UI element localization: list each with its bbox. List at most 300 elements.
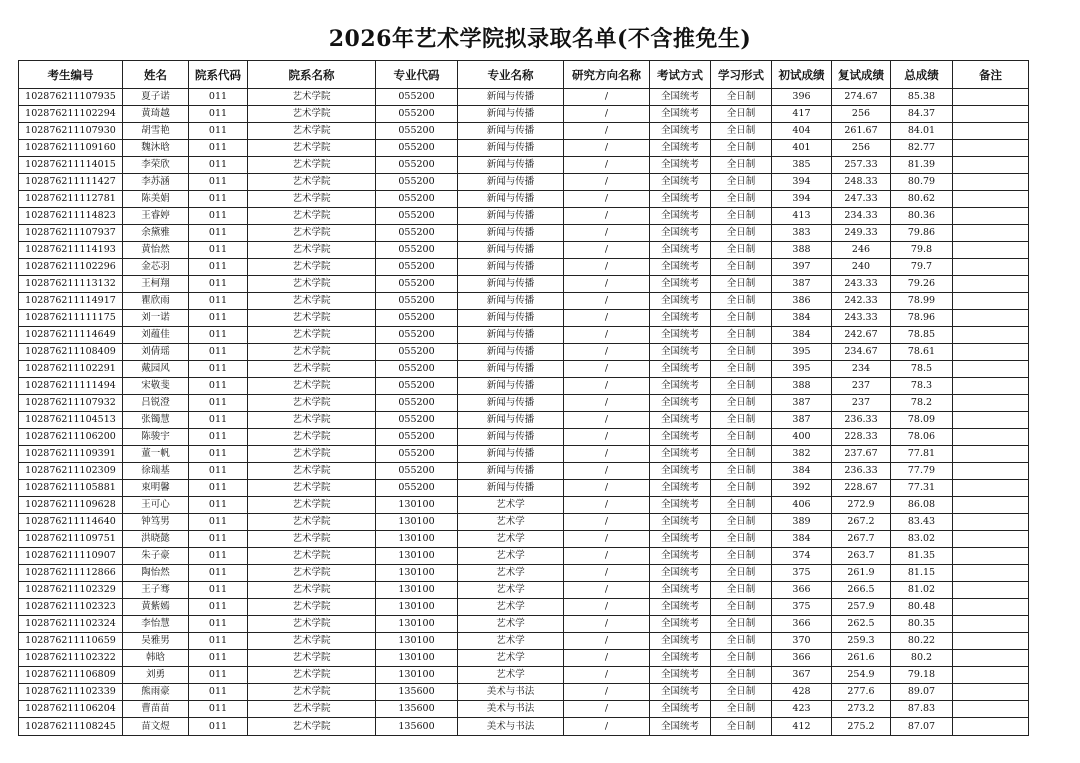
research-direction-cell: /	[564, 395, 650, 412]
research-direction-cell: /	[564, 140, 650, 157]
dept-name-cell: 艺术学院	[248, 89, 376, 106]
dept-code-cell: 011	[189, 259, 248, 276]
total-score-cell: 78.06	[891, 429, 953, 446]
dept-name-cell: 艺术学院	[248, 327, 376, 344]
dept-name-cell: 艺术学院	[248, 565, 376, 582]
candidate-id-cell: 102876211109628	[19, 497, 123, 514]
retest-score-cell: 274.67	[832, 89, 891, 106]
exam-mode-cell: 全国统考	[650, 191, 711, 208]
remarks-cell	[953, 429, 1029, 446]
major-code-cell: 130100	[376, 548, 458, 565]
total-score-cell: 78.61	[891, 344, 953, 361]
prelim-score-cell: 375	[772, 599, 832, 616]
prelim-score-cell: 382	[772, 446, 832, 463]
retest-score-cell: 256	[832, 106, 891, 123]
prelim-score-cell: 388	[772, 242, 832, 259]
remarks-cell	[953, 259, 1029, 276]
candidate-id-cell: 102876211107930	[19, 123, 123, 140]
column-header: 姓名	[123, 61, 189, 89]
exam-mode-cell: 全国统考	[650, 225, 711, 242]
table-row	[19, 718, 1029, 736]
dept-name-cell: 艺术学院	[248, 259, 376, 276]
exam-mode-cell: 全国统考	[650, 548, 711, 565]
remarks-cell	[953, 633, 1029, 650]
dept-code-cell: 011	[189, 89, 248, 106]
candidate-id-cell: 102876211110659	[19, 633, 123, 650]
total-score-cell: 77.79	[891, 463, 953, 480]
name-cell: 夏子诺	[123, 89, 189, 106]
research-direction-cell: /	[564, 650, 650, 667]
research-direction-cell: /	[564, 633, 650, 650]
dept-code-cell: 011	[189, 106, 248, 123]
research-direction-cell: /	[564, 89, 650, 106]
study-mode-cell: 全日制	[711, 667, 772, 684]
prelim-score-cell: 386	[772, 293, 832, 310]
major-name-cell: 新闻与传播	[458, 412, 564, 429]
table-row	[19, 344, 1029, 361]
prelim-score-cell: 417	[772, 106, 832, 123]
prelim-score-cell: 387	[772, 395, 832, 412]
dept-code-cell: 011	[189, 463, 248, 480]
dept-code-cell: 011	[189, 701, 248, 718]
retest-score-cell: 234	[832, 361, 891, 378]
total-score-cell: 78.2	[891, 395, 953, 412]
retest-score-cell: 257.9	[832, 599, 891, 616]
exam-mode-cell: 全国统考	[650, 89, 711, 106]
retest-score-cell: 254.9	[832, 667, 891, 684]
name-cell: 黄紫嫣	[123, 599, 189, 616]
dept-name-cell: 艺术学院	[248, 140, 376, 157]
exam-mode-cell: 全国统考	[650, 497, 711, 514]
study-mode-cell: 全日制	[711, 123, 772, 140]
dept-code-cell: 011	[189, 310, 248, 327]
research-direction-cell: /	[564, 599, 650, 616]
major-name-cell: 新闻与传播	[458, 463, 564, 480]
prelim-score-cell: 400	[772, 429, 832, 446]
total-score-cell: 80.36	[891, 208, 953, 225]
research-direction-cell: /	[564, 225, 650, 242]
major-name-cell: 新闻与传播	[458, 361, 564, 378]
retest-score-cell: 261.67	[832, 123, 891, 140]
total-score-cell: 84.01	[891, 123, 953, 140]
remarks-cell	[953, 395, 1029, 412]
major-name-cell: 新闻与传播	[458, 480, 564, 497]
prelim-score-cell: 413	[772, 208, 832, 225]
major-name-cell: 艺术学	[458, 650, 564, 667]
retest-score-cell: 272.9	[832, 497, 891, 514]
dept-name-cell: 艺术学院	[248, 344, 376, 361]
name-cell: 余黛雅	[123, 225, 189, 242]
remarks-cell	[953, 208, 1029, 225]
exam-mode-cell: 全国统考	[650, 514, 711, 531]
column-header: 考生编号	[19, 61, 123, 89]
table-row	[19, 378, 1029, 395]
total-score-cell: 80.62	[891, 191, 953, 208]
prelim-score-cell: 384	[772, 463, 832, 480]
name-cell: 洪晓懿	[123, 531, 189, 548]
dept-code-cell: 011	[189, 378, 248, 395]
dept-code-cell: 011	[189, 276, 248, 293]
major-name-cell: 艺术学	[458, 667, 564, 684]
research-direction-cell: /	[564, 684, 650, 701]
research-direction-cell: /	[564, 106, 650, 123]
dept-code-cell: 011	[189, 718, 248, 736]
table-row	[19, 616, 1029, 633]
table-row	[19, 293, 1029, 310]
name-cell: 刘一诺	[123, 310, 189, 327]
major-name-cell: 艺术学	[458, 565, 564, 582]
dept-name-cell: 艺术学院	[248, 684, 376, 701]
dept-code-cell: 011	[189, 684, 248, 701]
dept-code-cell: 011	[189, 650, 248, 667]
candidate-id-cell: 102876211107932	[19, 395, 123, 412]
major-code-cell: 055200	[376, 208, 458, 225]
major-name-cell: 新闻与传播	[458, 89, 564, 106]
study-mode-cell: 全日制	[711, 684, 772, 701]
remarks-cell	[953, 565, 1029, 582]
candidate-id-cell: 102876211102309	[19, 463, 123, 480]
research-direction-cell: /	[564, 616, 650, 633]
retest-score-cell: 273.2	[832, 701, 891, 718]
table-row	[19, 123, 1029, 140]
remarks-cell	[953, 106, 1029, 123]
remarks-cell	[953, 378, 1029, 395]
page-title: 2026年艺术学院拟录取名单(不含推免生)	[328, 26, 752, 52]
research-direction-cell: /	[564, 174, 650, 191]
name-cell: 王睿婷	[123, 208, 189, 225]
table-row	[19, 633, 1029, 650]
candidate-id-cell: 102876211106809	[19, 667, 123, 684]
exam-mode-cell: 全国统考	[650, 718, 711, 736]
table-row	[19, 208, 1029, 225]
prelim-score-cell: 383	[772, 225, 832, 242]
prelim-score-cell: 389	[772, 514, 832, 531]
dept-code-cell: 011	[189, 293, 248, 310]
retest-score-cell: 257.33	[832, 157, 891, 174]
retest-score-cell: 262.5	[832, 616, 891, 633]
remarks-cell	[953, 310, 1029, 327]
major-code-cell: 130100	[376, 531, 458, 548]
major-name-cell: 新闻与传播	[458, 395, 564, 412]
dept-name-cell: 艺术学院	[248, 157, 376, 174]
candidate-id-cell: 102876211108245	[19, 718, 123, 736]
study-mode-cell: 全日制	[711, 480, 772, 497]
major-code-cell: 055200	[376, 276, 458, 293]
candidate-id-cell: 102876211106204	[19, 701, 123, 718]
remarks-cell	[953, 174, 1029, 191]
exam-mode-cell: 全国统考	[650, 310, 711, 327]
prelim-score-cell: 385	[772, 157, 832, 174]
prelim-score-cell: 406	[772, 497, 832, 514]
name-cell: 董一帆	[123, 446, 189, 463]
name-cell: 魏沐晗	[123, 140, 189, 157]
total-score-cell: 82.77	[891, 140, 953, 157]
exam-mode-cell: 全国统考	[650, 242, 711, 259]
prelim-score-cell: 366	[772, 616, 832, 633]
prelim-score-cell: 396	[772, 89, 832, 106]
column-header: 专业名称	[458, 61, 564, 89]
table-row	[19, 140, 1029, 157]
retest-score-cell: 246	[832, 242, 891, 259]
research-direction-cell: /	[564, 480, 650, 497]
prelim-score-cell: 392	[772, 480, 832, 497]
candidate-id-cell: 102876211110907	[19, 548, 123, 565]
study-mode-cell: 全日制	[711, 225, 772, 242]
exam-mode-cell: 全国统考	[650, 327, 711, 344]
dept-name-cell: 艺术学院	[248, 191, 376, 208]
major-code-cell: 135600	[376, 718, 458, 736]
retest-score-cell: 228.67	[832, 480, 891, 497]
major-code-cell: 130100	[376, 497, 458, 514]
exam-mode-cell: 全国统考	[650, 633, 711, 650]
research-direction-cell: /	[564, 565, 650, 582]
research-direction-cell: /	[564, 293, 650, 310]
candidate-id-cell: 102876211114640	[19, 514, 123, 531]
total-score-cell: 77.81	[891, 446, 953, 463]
major-code-cell: 055200	[376, 310, 458, 327]
major-name-cell: 新闻与传播	[458, 310, 564, 327]
prelim-score-cell: 428	[772, 684, 832, 701]
total-score-cell: 87.83	[891, 701, 953, 718]
column-header: 考试方式	[650, 61, 711, 89]
study-mode-cell: 全日制	[711, 718, 772, 736]
table-row	[19, 361, 1029, 378]
table-row	[19, 548, 1029, 565]
research-direction-cell: /	[564, 361, 650, 378]
table-row	[19, 395, 1029, 412]
total-score-cell: 80.35	[891, 616, 953, 633]
table-row	[19, 310, 1029, 327]
dept-code-cell: 011	[189, 548, 248, 565]
name-cell: 曹苗苗	[123, 701, 189, 718]
name-cell: 刘倩瑶	[123, 344, 189, 361]
candidate-id-cell: 102876211102296	[19, 259, 123, 276]
retest-score-cell: 243.33	[832, 310, 891, 327]
table-row	[19, 599, 1029, 616]
major-name-cell: 新闻与传播	[458, 293, 564, 310]
remarks-cell	[953, 463, 1029, 480]
major-code-cell: 055200	[376, 429, 458, 446]
remarks-cell	[953, 701, 1029, 718]
prelim-score-cell: 384	[772, 310, 832, 327]
study-mode-cell: 全日制	[711, 650, 772, 667]
table-row	[19, 174, 1029, 191]
remarks-cell	[953, 293, 1029, 310]
study-mode-cell: 全日制	[711, 582, 772, 599]
major-name-cell: 新闻与传播	[458, 208, 564, 225]
name-cell: 瞿欣雨	[123, 293, 189, 310]
candidate-id-cell: 102876211109160	[19, 140, 123, 157]
column-header: 院系名称	[248, 61, 376, 89]
prelim-score-cell: 366	[772, 582, 832, 599]
prelim-score-cell: 374	[772, 548, 832, 565]
retest-score-cell: 267.7	[832, 531, 891, 548]
study-mode-cell: 全日制	[711, 531, 772, 548]
study-mode-cell: 全日制	[711, 633, 772, 650]
exam-mode-cell: 全国统考	[650, 531, 711, 548]
dept-code-cell: 011	[189, 225, 248, 242]
remarks-cell	[953, 531, 1029, 548]
candidate-id-cell: 102876211102322	[19, 650, 123, 667]
dept-name-cell: 艺术学院	[248, 174, 376, 191]
name-cell: 钟笃男	[123, 514, 189, 531]
total-score-cell: 84.37	[891, 106, 953, 123]
exam-mode-cell: 全国统考	[650, 650, 711, 667]
candidate-id-cell: 102876211114015	[19, 157, 123, 174]
dept-code-cell: 011	[189, 327, 248, 344]
major-code-cell: 130100	[376, 616, 458, 633]
table-header-row	[19, 61, 1029, 89]
major-name-cell: 新闻与传播	[458, 276, 564, 293]
dept-code-cell: 011	[189, 446, 248, 463]
table-row	[19, 276, 1029, 293]
prelim-score-cell: 394	[772, 191, 832, 208]
table-row	[19, 497, 1029, 514]
total-score-cell: 80.79	[891, 174, 953, 191]
research-direction-cell: /	[564, 446, 650, 463]
remarks-cell	[953, 548, 1029, 565]
total-score-cell: 80.48	[891, 599, 953, 616]
total-score-cell: 78.96	[891, 310, 953, 327]
dept-name-cell: 艺术学院	[248, 497, 376, 514]
major-code-cell: 130100	[376, 599, 458, 616]
major-code-cell: 130100	[376, 633, 458, 650]
major-name-cell: 新闻与传播	[458, 140, 564, 157]
retest-score-cell: 237.67	[832, 446, 891, 463]
exam-mode-cell: 全国统考	[650, 106, 711, 123]
retest-score-cell: 259.3	[832, 633, 891, 650]
dept-code-cell: 011	[189, 667, 248, 684]
candidate-id-cell: 102876211102324	[19, 616, 123, 633]
dept-name-cell: 艺术学院	[248, 310, 376, 327]
dept-code-cell: 011	[189, 191, 248, 208]
column-header: 备注	[953, 61, 1029, 89]
retest-score-cell: 240	[832, 259, 891, 276]
prelim-score-cell: 395	[772, 361, 832, 378]
retest-score-cell: 242.33	[832, 293, 891, 310]
major-code-cell: 055200	[376, 140, 458, 157]
table-row	[19, 684, 1029, 701]
total-score-cell: 87.07	[891, 718, 953, 736]
name-cell: 宋敬斐	[123, 378, 189, 395]
exam-mode-cell: 全国统考	[650, 565, 711, 582]
remarks-cell	[953, 242, 1029, 259]
dept-code-cell: 011	[189, 395, 248, 412]
major-code-cell: 055200	[376, 259, 458, 276]
major-code-cell: 055200	[376, 89, 458, 106]
major-code-cell: 130100	[376, 667, 458, 684]
prelim-score-cell: 394	[772, 174, 832, 191]
exam-mode-cell: 全国统考	[650, 140, 711, 157]
research-direction-cell: /	[564, 208, 650, 225]
name-cell: 吴雅男	[123, 633, 189, 650]
candidate-id-cell: 102876211111494	[19, 378, 123, 395]
major-name-cell: 新闻与传播	[458, 174, 564, 191]
major-name-cell: 新闻与传播	[458, 378, 564, 395]
dept-name-cell: 艺术学院	[248, 395, 376, 412]
remarks-cell	[953, 276, 1029, 293]
exam-mode-cell: 全国统考	[650, 446, 711, 463]
exam-mode-cell: 全国统考	[650, 174, 711, 191]
total-score-cell: 89.07	[891, 684, 953, 701]
remarks-cell	[953, 123, 1029, 140]
total-score-cell: 80.22	[891, 633, 953, 650]
dept-name-cell: 艺术学院	[248, 616, 376, 633]
table-row	[19, 412, 1029, 429]
candidate-id-cell: 102876211102291	[19, 361, 123, 378]
name-cell: 胡雪艳	[123, 123, 189, 140]
study-mode-cell: 全日制	[711, 106, 772, 123]
study-mode-cell: 全日制	[711, 497, 772, 514]
prelim-score-cell: 367	[772, 667, 832, 684]
remarks-cell	[953, 497, 1029, 514]
major-code-cell: 130100	[376, 514, 458, 531]
retest-score-cell: 266.5	[832, 582, 891, 599]
table-row	[19, 701, 1029, 718]
prelim-score-cell: 375	[772, 565, 832, 582]
dept-name-cell: 艺术学院	[248, 225, 376, 242]
study-mode-cell: 全日制	[711, 157, 772, 174]
total-score-cell: 80.2	[891, 650, 953, 667]
study-mode-cell: 全日制	[711, 191, 772, 208]
candidate-id-cell: 102876211107937	[19, 225, 123, 242]
research-direction-cell: /	[564, 327, 650, 344]
remarks-cell	[953, 480, 1029, 497]
major-name-cell: 艺术学	[458, 514, 564, 531]
remarks-cell	[953, 650, 1029, 667]
name-cell: 朱子豪	[123, 548, 189, 565]
research-direction-cell: /	[564, 701, 650, 718]
research-direction-cell: /	[564, 667, 650, 684]
prelim-score-cell: 384	[772, 327, 832, 344]
dept-name-cell: 艺术学院	[248, 429, 376, 446]
major-code-cell: 055200	[376, 293, 458, 310]
remarks-cell	[953, 514, 1029, 531]
major-code-cell: 055200	[376, 361, 458, 378]
prelim-score-cell: 366	[772, 650, 832, 667]
major-code-cell: 135600	[376, 701, 458, 718]
column-header: 初试成绩	[772, 61, 832, 89]
exam-mode-cell: 全国统考	[650, 378, 711, 395]
name-cell: 熊雨豪	[123, 684, 189, 701]
total-score-cell: 81.02	[891, 582, 953, 599]
remarks-cell	[953, 225, 1029, 242]
remarks-cell	[953, 140, 1029, 157]
dept-name-cell: 艺术学院	[248, 123, 376, 140]
name-cell: 陈美娟	[123, 191, 189, 208]
major-code-cell: 055200	[376, 191, 458, 208]
research-direction-cell: /	[564, 191, 650, 208]
dept-name-cell: 艺术学院	[248, 242, 376, 259]
exam-mode-cell: 全国统考	[650, 701, 711, 718]
candidate-id-cell: 102876211113132	[19, 276, 123, 293]
study-mode-cell: 全日制	[711, 242, 772, 259]
total-score-cell: 78.3	[891, 378, 953, 395]
table-row	[19, 650, 1029, 667]
exam-mode-cell: 全国统考	[650, 276, 711, 293]
total-score-cell: 77.31	[891, 480, 953, 497]
major-name-cell: 新闻与传播	[458, 259, 564, 276]
candidate-id-cell: 102876211111175	[19, 310, 123, 327]
dept-code-cell: 011	[189, 344, 248, 361]
dept-code-cell: 011	[189, 123, 248, 140]
major-name-cell: 新闻与传播	[458, 446, 564, 463]
dept-name-cell: 艺术学院	[248, 633, 376, 650]
study-mode-cell: 全日制	[711, 412, 772, 429]
dept-name-cell: 艺术学院	[248, 650, 376, 667]
table-row	[19, 514, 1029, 531]
retest-score-cell: 243.33	[832, 276, 891, 293]
